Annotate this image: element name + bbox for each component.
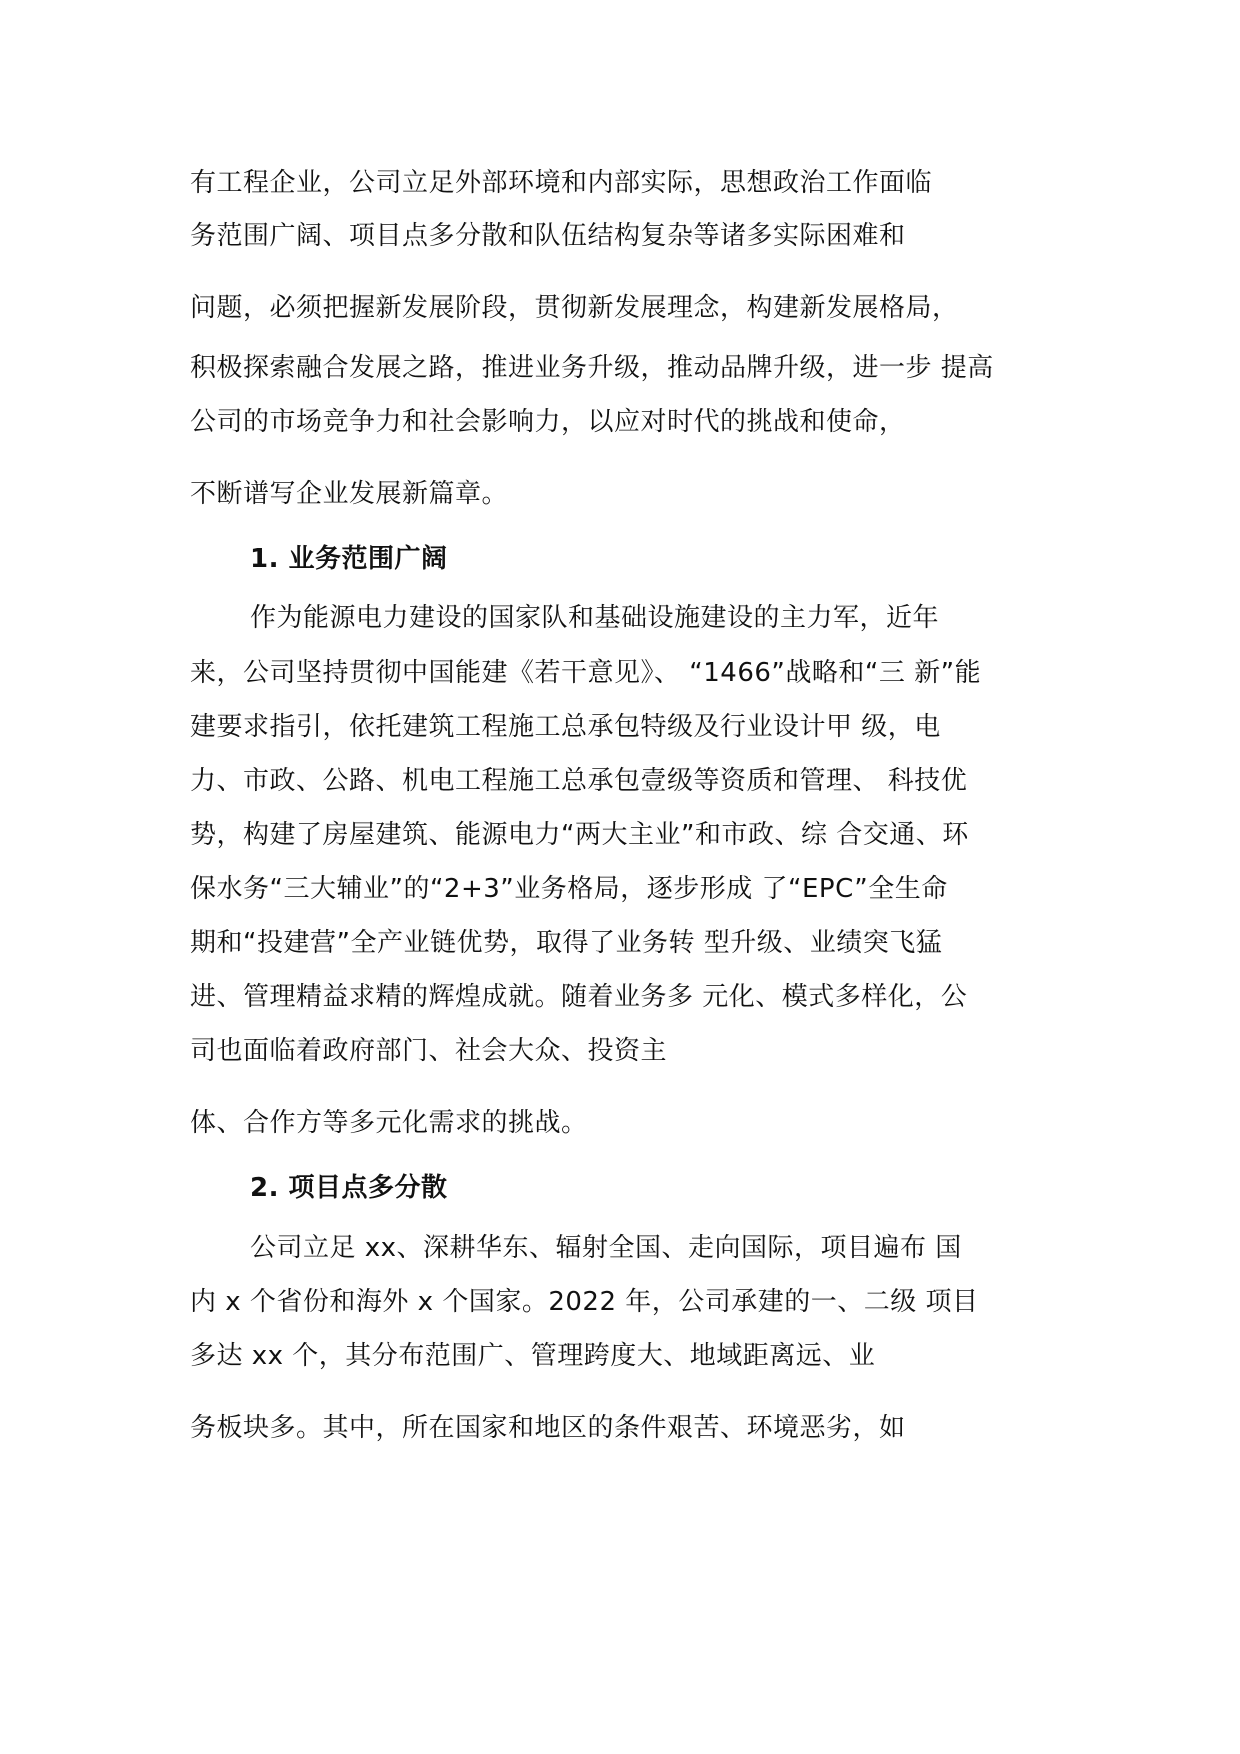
paragraph-line: 多达 xx 个，其分布范围广、管理跨度大、地域距离远、业 xyxy=(190,1341,876,1371)
paragraph-line: 司也面临着政府部门、社会大众、投资主 xyxy=(190,1036,668,1066)
paragraph-line: 务板块多。其中，所在国家和地区的条件艰苦、环境恶劣，如 xyxy=(190,1413,906,1443)
paragraph-line: 有工程企业，公司立足外部环境和内部实际，思想政治工作面临 xyxy=(190,168,933,198)
paragraph-line: 保水务“三大辅业”的“2+3”业务格局，逐步形成 了“EPC”全生命 xyxy=(190,874,948,904)
paragraph-line: 问题，必须把握新发展阶段，贯彻新发展理念，构建新发展格局， xyxy=(190,293,959,323)
paragraph-line: 不断谱写企业发展新篇章。 xyxy=(190,479,509,509)
paragraph-line: 积极探索融合发展之路，推进业务升级，推动品牌升级，进一步 提高 xyxy=(190,353,994,383)
paragraph-line: 力、市政、公路、机电工程施工总承包壹级等资质和管理、 科技优 xyxy=(190,766,968,796)
paragraph-line: 务范围广阔、项目点多分散和队伍结构复杂等诸多实际困难和 xyxy=(190,221,906,251)
section-heading: 2. 项目点多分散 xyxy=(250,1173,448,1203)
section-heading: 1. 业务范围广阔 xyxy=(250,544,448,574)
paragraph-line: 建要求指引，依托建筑工程施工总承包特级及行业设计甲 级，电 xyxy=(190,712,941,742)
paragraph-line: 来，公司坚持贯彻中国能建《若干意见》、 “1466”战略和“三 新”能 xyxy=(190,658,982,688)
paragraph-line: 体、合作方等多元化需求的挑战。 xyxy=(190,1108,588,1138)
paragraph-line: 作为能源电力建设的国家队和基础设施建设的主力军，近年 xyxy=(250,603,940,633)
paragraph-line: 势，构建了房屋建筑、能源电力“两大主业”和市政、综 合交通、环 xyxy=(190,820,969,850)
paragraph-line: 进、管理精益求精的辉煌成就。随着业务多 元化、模式多样化，公 xyxy=(190,982,968,1012)
paragraph-line: 公司的市场竞争力和社会影响力，以应对时代的挑战和使命， xyxy=(190,407,906,437)
paragraph-line: 内 x 个省份和海外 x 个国家。2022 年，公司承建的一、二级 项目 xyxy=(190,1287,979,1317)
paragraph-line: 期和“投建营”全产业链优势，取得了业务转 型升级、业绩突飞猛 xyxy=(190,928,943,958)
paragraph-line: 公司立足 xx、深耕华东、辐射全国、走向国际，项目遍布 国 xyxy=(250,1233,962,1263)
